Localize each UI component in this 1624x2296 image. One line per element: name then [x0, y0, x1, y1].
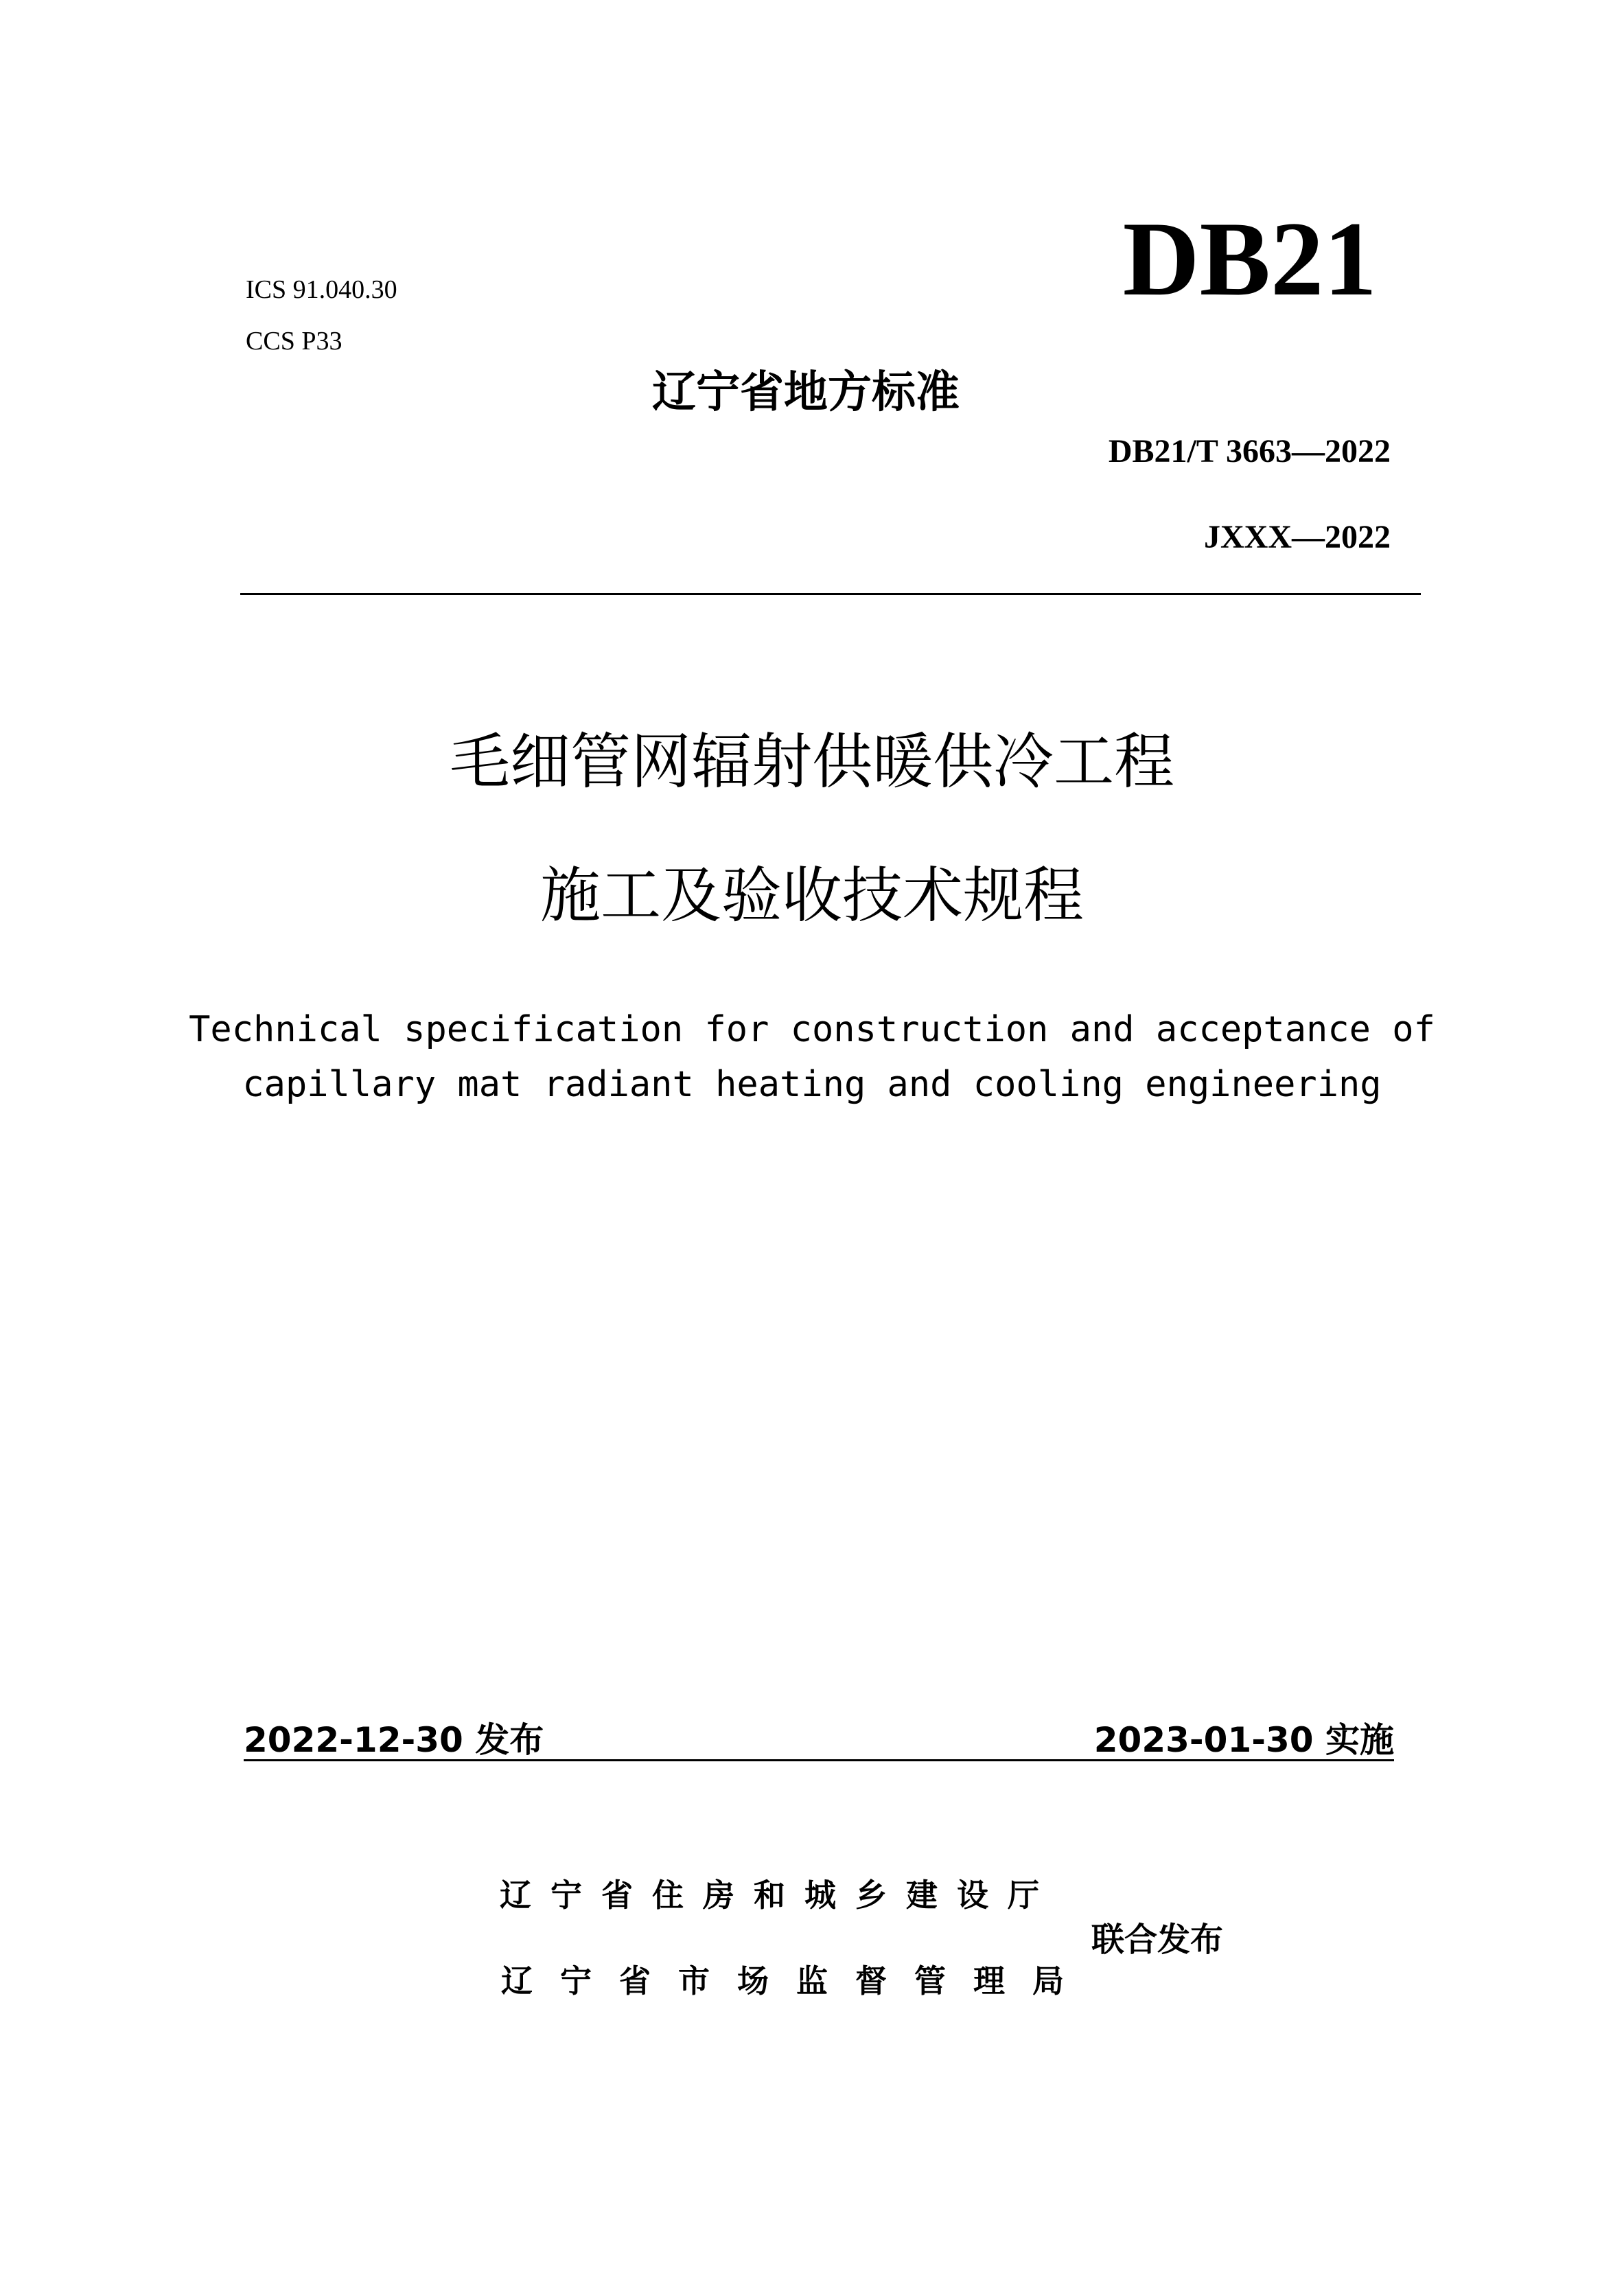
date-divider: [244, 1759, 1394, 1761]
effective-date: 2023-01-30 实施: [1093, 1720, 1394, 1760]
db-mark: DB21: [1122, 200, 1377, 318]
header-divider: [240, 593, 1421, 595]
standard-code: DB21/T 3663—2022: [1108, 433, 1391, 469]
document-title-line1: 毛细管网辐射供暖供冷工程: [449, 726, 1174, 797]
ics-code: ICS 91.040.30: [246, 275, 397, 304]
record-code: JXXX—2022: [1204, 519, 1391, 555]
english-title-line2: capillary mat radiant heating and cooling engineering: [242, 1064, 1382, 1105]
release-date: 2022-12-30 发布: [244, 1720, 544, 1760]
english-title-line1: Technical specification for construction and acceptance of: [189, 1009, 1435, 1050]
ccs-code: CCS P33: [246, 327, 343, 356]
issuer-housing-department: 辽宁省住房和城乡建设厅: [500, 1877, 1058, 1914]
joint-release-label: 联合发布: [1091, 1921, 1224, 1959]
issuer-market-supervision: 辽宁省市场监督管理局: [501, 1962, 1091, 1999]
standard-type: 辽宁省地方标准: [652, 367, 960, 418]
document-title-line2: 施工及验收技术规程: [540, 860, 1084, 931]
